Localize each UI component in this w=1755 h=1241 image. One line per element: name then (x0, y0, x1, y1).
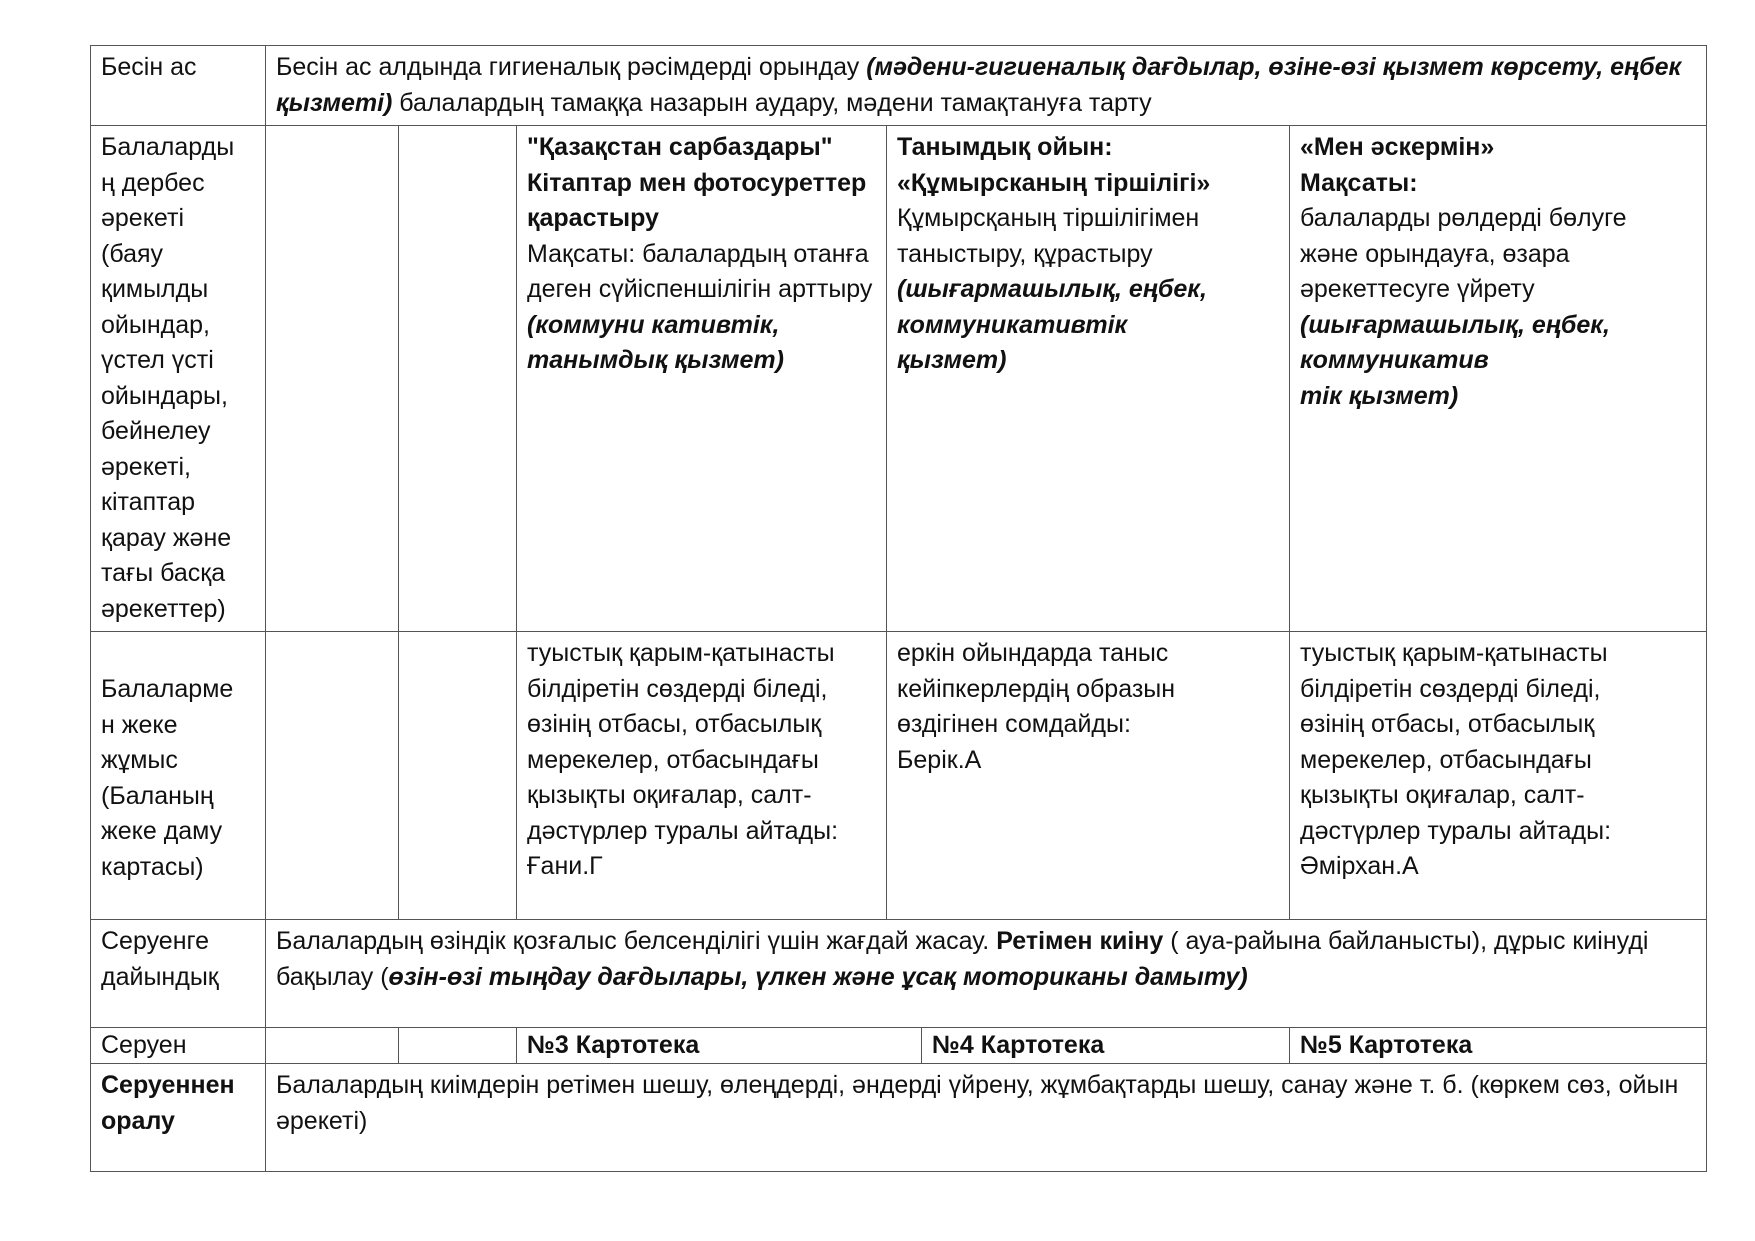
lunch-text-tail: балалардың тамаққа назарын аудару, мәдени тамақтануға тарту (392, 88, 1152, 117)
walk-prep-text: Балалардың өзіндік қозғалыс белсенділігі үшін жағдай жасау. (276, 927, 997, 955)
cell-thursday-independent (887, 126, 1290, 632)
cell-thursday-individual: еркін ойындарда таныс кейіпкерлердің образын өздігінен сомдайды: Берік.А (887, 632, 1290, 920)
row-label-independent-activity: Балаларды ң дербес әрекеті (баяу қимылды ойындар, үстел үсті ойындары, бейнелеу әрекеті, кітаптар қарау және тағы басқа әрекеттер) (91, 126, 266, 632)
wednesday-activity-goal: Мақсаты: балалардың отанға деген сүйіспеншілігін арттыру (527, 239, 873, 303)
lunch-text: Бесін ас алдында гигиеналық рәсімдерді орындау (276, 53, 867, 81)
row-label-individual-work: Балаларме н жеке жұмыс (Баланың жеке даму картасы) (91, 632, 266, 920)
wednesday-activity-title: "Қазақстан сарбаздары" Кітаптар мен фотосуреттер қарастыру (527, 133, 867, 232)
lunch-activity-types: (мәдени-гигиеналық дағдылар, өзіне-өзі қызмет көрсету, еңбек қызметі) (276, 53, 1682, 117)
thursday-activity-title: Танымдық ойын: «Құмырсканың тіршілігі» (897, 133, 1211, 197)
thursday-activity-goal: Құмырсқаның тіршілігімен таныстыру, құрастыру (897, 204, 1200, 268)
walk-preparation-description (266, 920, 1707, 1028)
daily-schedule-table (90, 45, 1707, 1172)
friday-activity-goal: балаларды рөлдерді бөлуге және орындауға, өзара әрекеттесуге үйрету (1300, 204, 1627, 303)
row-return-from-walk (91, 1064, 1707, 1172)
lunch-description (266, 46, 1707, 126)
cell-wednesday-independent (517, 126, 887, 632)
friday-activity-title: «Мен әскермін» Мақсаты: (1300, 133, 1495, 197)
row-lunch (91, 46, 1707, 126)
walk-prep-text-mid: ( ауа-райына байланысты), дұрыс киінуді бақылау ( (276, 927, 1649, 991)
row-independent-activity (91, 126, 1707, 632)
cell-wednesday-individual: туыстық қарым-қатынасты білдіретін сөздерді біледі, өзінің отбасы, отбасылық мерекелер, отбасындағы қызықты оқиғалар, салт- дәстүрлер туралы айтады: Ғани.Г (517, 632, 887, 920)
walk-prep-skills: өзін-өзі тыңдау дағдылары, үлкен және ұсақ моториканы дамыту) (388, 962, 1248, 991)
row-walk-preparation (91, 920, 1707, 1028)
cell-tuesday-empty (399, 1028, 517, 1064)
thursday-activity-types: (шығармашылық, еңбек, коммуникативтік қызмет) (897, 275, 1207, 374)
row-individual-work (91, 632, 1707, 920)
return-from-walk-description: Балалардың киімдерін ретімен шешу, өлеңдерді, әндерді үйрену, жұмбақтарды шешу, санау және т. б. (көркем сөз, ойын әрекеті) (266, 1064, 1707, 1172)
cell-wednesday-walk: №3 Картотека (517, 1028, 922, 1064)
cell-monday-empty (266, 1028, 399, 1064)
cell-friday-walk: №5 Картотека (1290, 1028, 1707, 1064)
row-label-lunch: Бесін ас (91, 46, 266, 126)
cell-thursday-walk: №4 Картотека (922, 1028, 1290, 1064)
row-label-return-from-walk: Серуеннен оралу (91, 1064, 266, 1172)
cell-tuesday-empty (399, 126, 517, 632)
wednesday-activity-types: (коммуни кативтік, танымдық қызмет) (527, 310, 784, 374)
row-label-walk-preparation: Серуенге дайындық (91, 920, 266, 1028)
cell-monday-empty (266, 632, 399, 920)
cell-friday-independent (1290, 126, 1707, 632)
cell-tuesday-empty (399, 632, 517, 920)
walk-prep-dressing: Ретімен киіну (996, 927, 1164, 955)
row-walk (91, 1028, 1707, 1064)
cell-friday-individual: туыстық қарым-қатынасты білдіретін сөздерді біледі, өзінің отбасы, отбасылық мерекелер, отбасындағы қызықты оқиғалар, салт- дәстүрлер туралы айтады: Әмірхан.А (1290, 632, 1707, 920)
friday-activity-types: (шығармашылық, еңбек, коммуникатив тік қызмет) (1300, 310, 1610, 410)
cell-monday-empty (266, 126, 399, 632)
row-label-walk: Серуен (91, 1028, 266, 1064)
schedule-page (90, 45, 1706, 1172)
